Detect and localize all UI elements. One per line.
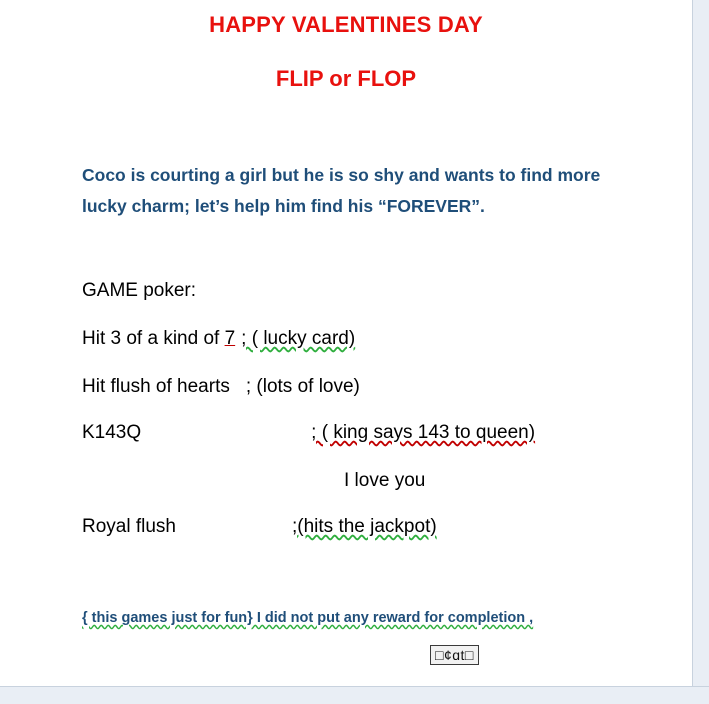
page-title-primary: HAPPY VALENTINES DAY <box>209 12 483 37</box>
right-scroll-gutter[interactable] <box>692 0 709 686</box>
rule-k143q-note: ; ( king says 143 to queen) <box>311 422 536 443</box>
rule-royal-label: Royal flush <box>82 516 176 537</box>
missing-glyph-placeholder: □¢ɑt□ <box>430 645 479 665</box>
rule-flush-note: ; (lots of love) <box>245 376 360 397</box>
rule-three-note: ; ( lucky card) <box>241 328 356 349</box>
rule-flush-label: Hit flush of hearts <box>82 376 230 397</box>
bottom-scroll-gutter[interactable] <box>0 686 709 704</box>
game-heading: GAME poker: <box>82 280 197 301</box>
rule-three-label: Hit 3 of a kind of <box>82 328 225 349</box>
footnote-body: { this games just for fun} I did not put any reward for completion , <box>82 610 534 626</box>
rule-k143q-label: K143Q <box>82 422 142 443</box>
rule-royal-flush <box>82 516 437 538</box>
rule-k143q <box>82 422 535 444</box>
love-line: I love you <box>344 470 426 491</box>
rule-flush-hearts <box>82 376 360 398</box>
rule-royal-note: ;(hits the jackpot) <box>292 516 437 537</box>
rule-three-lucky-number: 7 <box>224 328 236 349</box>
page-title-secondary: FLIP or FLOP <box>275 66 417 91</box>
intro-paragraph: Coco is courting a girl but he is so shy and wants to find more lucky charm; let’s help him find his “FOREVER”. <box>82 165 601 216</box>
footnote-text <box>82 610 533 626</box>
rule-three-of-a-kind <box>82 328 355 350</box>
